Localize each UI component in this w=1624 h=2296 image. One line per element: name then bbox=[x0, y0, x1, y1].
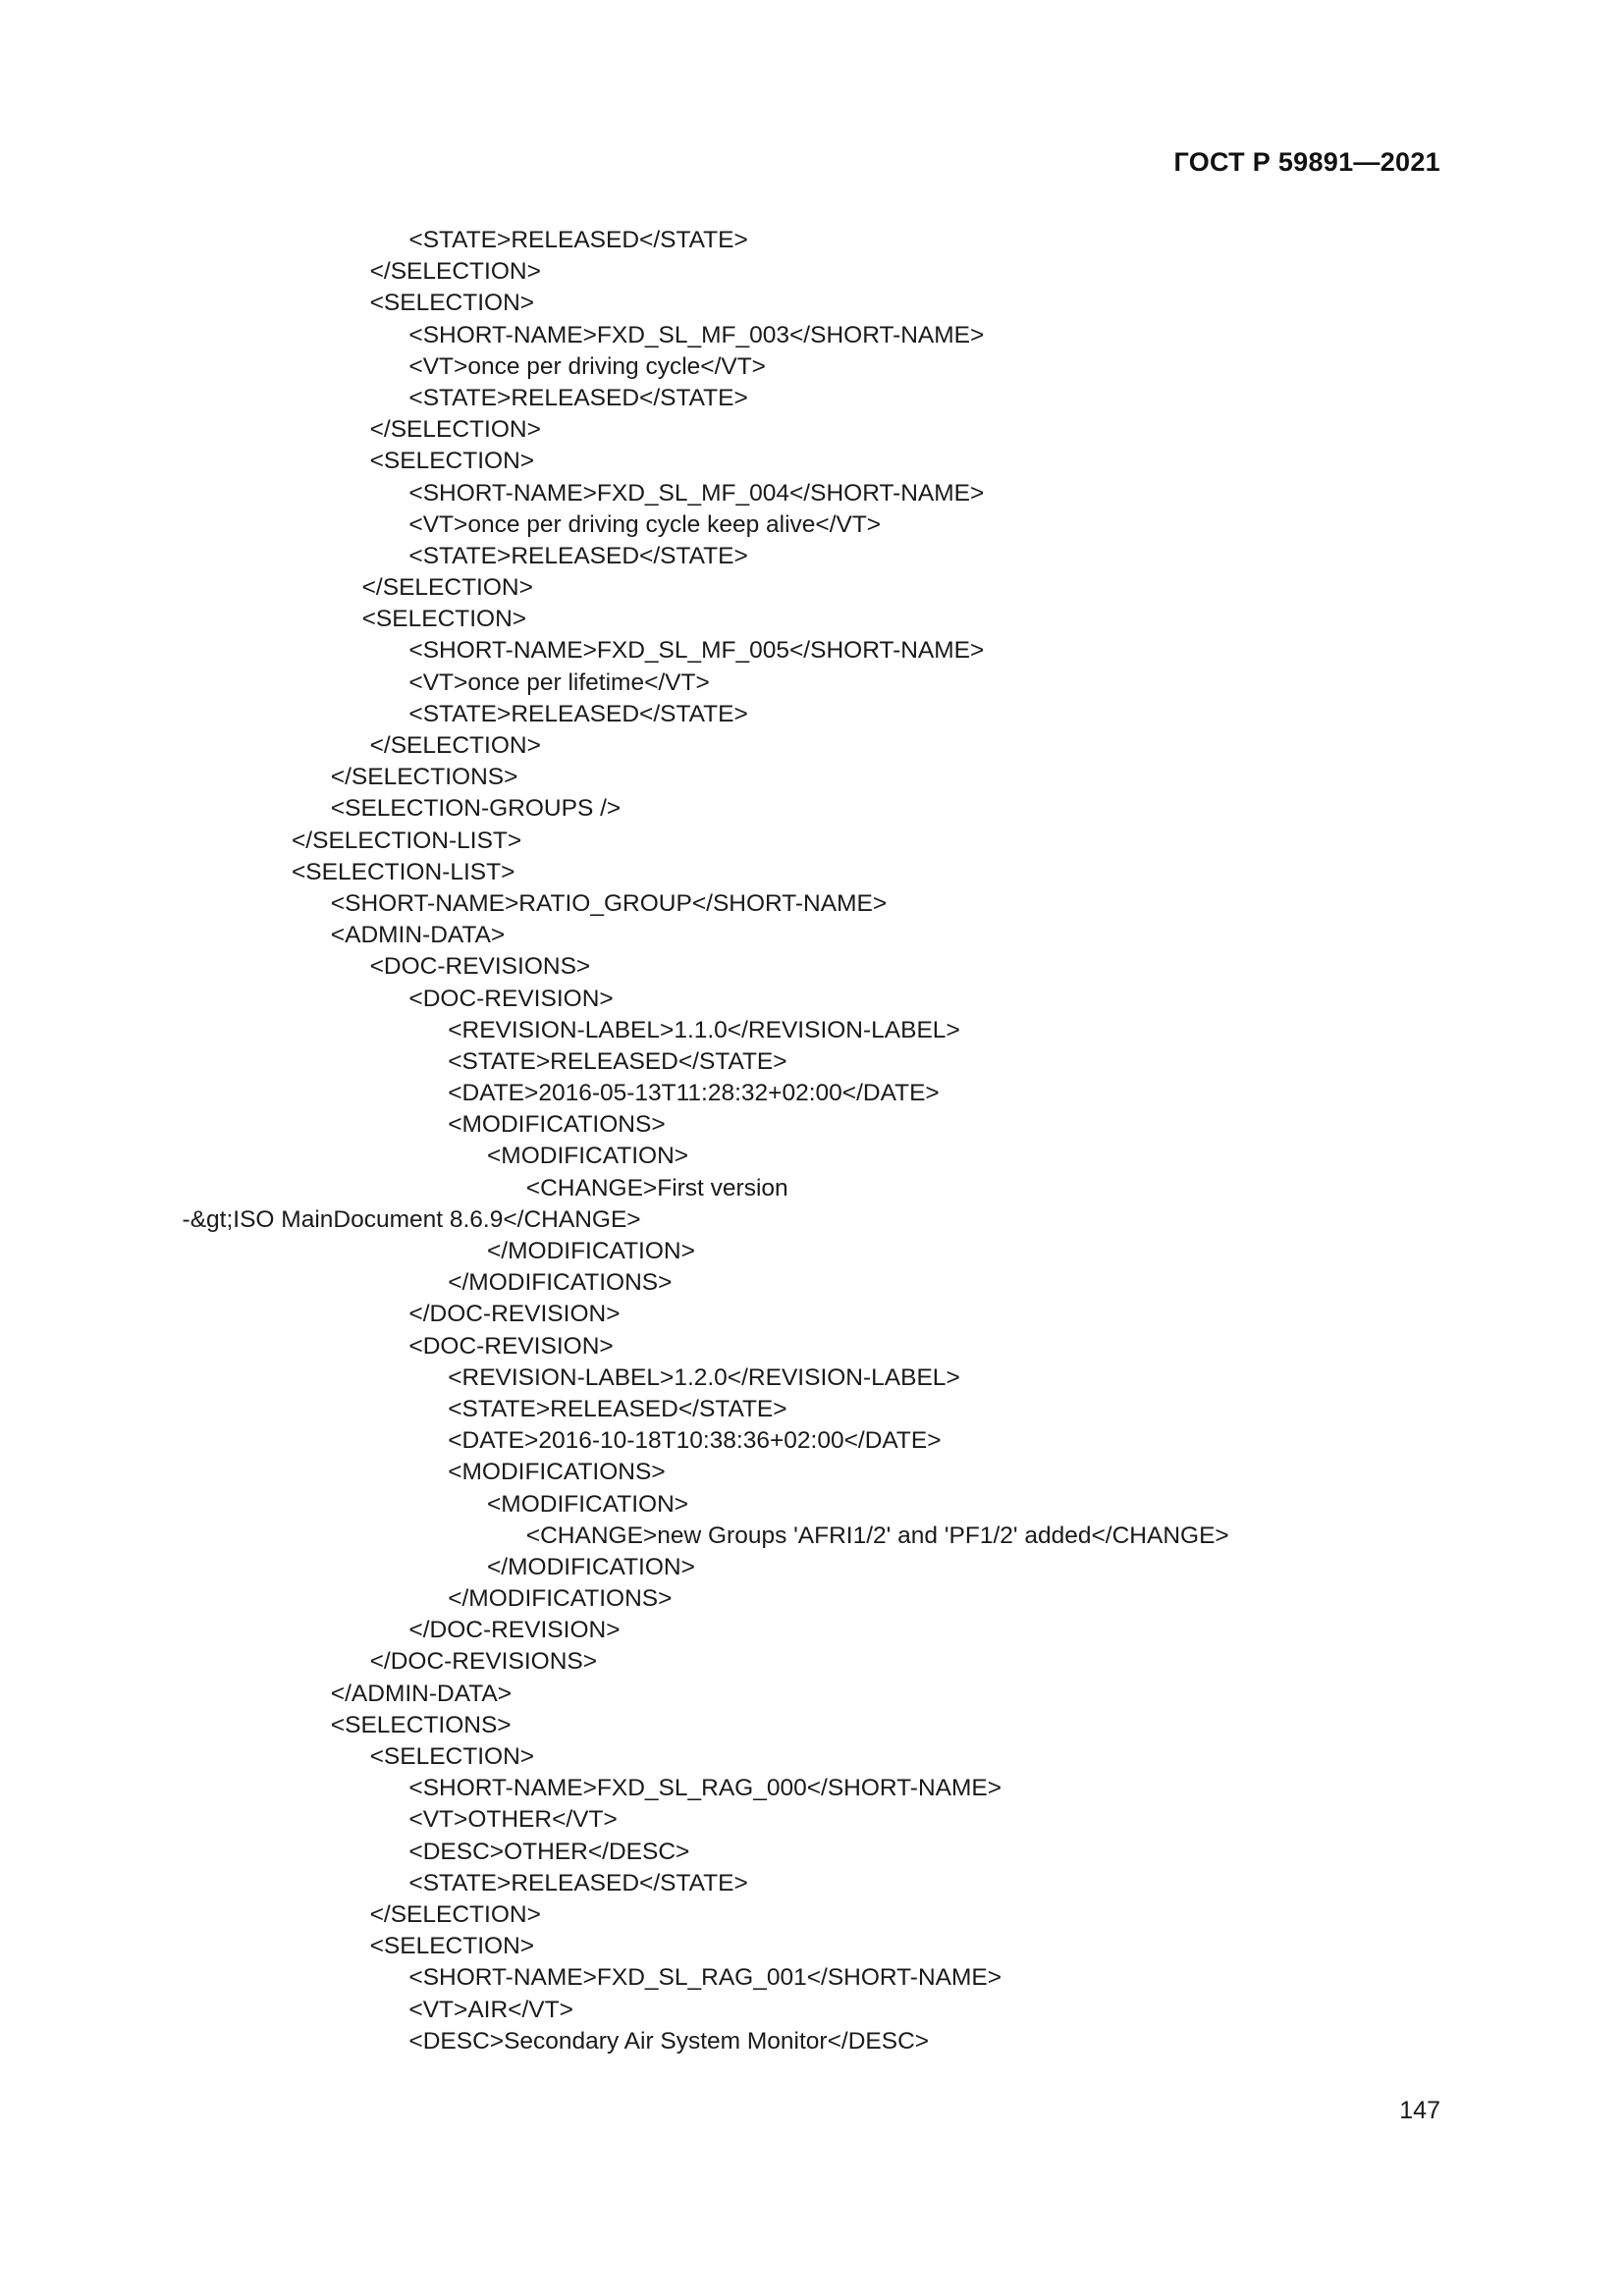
code-line: </SELECTION> bbox=[369, 416, 541, 444]
code-line: </SELECTION> bbox=[369, 1900, 541, 1928]
code-line: <CHANGE>First version bbox=[525, 1174, 788, 1201]
code-line: <VT>once per driving cycle</VT> bbox=[408, 352, 766, 380]
code-line: <MODIFICATION> bbox=[487, 1490, 689, 1518]
code-line: <DOC-REVISION> bbox=[408, 985, 614, 1012]
code-line: <SHORT-NAME>FXD_SL_MF_003</SHORT-NAME> bbox=[408, 321, 985, 348]
document-code-header: ГОСТ Р 59891—2021 bbox=[1173, 147, 1440, 177]
code-line: <VT>once per driving cycle keep alive</VT> bbox=[408, 510, 882, 538]
code-line: <VT>OTHER</VT> bbox=[408, 1806, 618, 1834]
code-line: </DOC-REVISION> bbox=[408, 1301, 621, 1328]
code-line: <MODIFICATION> bbox=[487, 1143, 689, 1170]
code-line: <MODIFICATIONS> bbox=[448, 1459, 666, 1486]
code-line: </MODIFICATIONS> bbox=[448, 1269, 673, 1297]
code-line: <DOC-REVISION> bbox=[408, 1332, 614, 1360]
code-line: </MODIFICATIONS> bbox=[448, 1585, 673, 1613]
code-line: <VT>once per lifetime</VT> bbox=[408, 668, 710, 696]
code-line: <STATE>RELEASED</STATE> bbox=[408, 700, 748, 727]
code-line: <SELECTION> bbox=[369, 1933, 535, 1960]
code-line: <SELECTION-GROUPS /> bbox=[330, 795, 622, 823]
code-line: </MODIFICATION> bbox=[487, 1553, 695, 1580]
code-line: -&gt;ISO MainDocument 8.6.9</CHANGE> bbox=[182, 1205, 641, 1233]
code-line: </SELECTION> bbox=[369, 258, 541, 286]
code-line: <DATE>2016-10-18T10:38:36+02:00</DATE> bbox=[448, 1427, 942, 1455]
code-line: <DESC>Secondary Air System Monitor</DESC> bbox=[408, 2027, 930, 2055]
code-line: <SELECTION> bbox=[369, 448, 535, 475]
code-line: <STATE>RELEASED</STATE> bbox=[408, 1869, 748, 1896]
code-line: </SELECTION-LIST> bbox=[292, 827, 522, 854]
code-line: <SHORT-NAME>FXD_SL_RAG_001</SHORT-NAME> bbox=[408, 1964, 1002, 1992]
code-line: <STATE>RELEASED</STATE> bbox=[408, 227, 748, 253]
code-line: </SELECTION> bbox=[369, 732, 541, 759]
page-number: 147 bbox=[1399, 2097, 1440, 2124]
code-line: </MODIFICATION> bbox=[487, 1238, 695, 1264]
code-line: <CHANGE>new Groups 'AFRI1/2' and 'PF1/2' added</CHANGE> bbox=[525, 1522, 1229, 1549]
code-line: <MODIFICATIONS> bbox=[448, 1111, 666, 1139]
code-line: <SELECTION> bbox=[361, 606, 527, 633]
code-line: <SHORT-NAME>FXD_SL_MF_004</SHORT-NAME> bbox=[408, 479, 985, 507]
code-line: <DESC>OTHER</DESC> bbox=[408, 1838, 690, 1865]
code-line: <DATE>2016-05-13T11:28:32+02:00</DATE> bbox=[448, 1080, 940, 1107]
code-line: </SELECTIONS> bbox=[330, 764, 518, 791]
code-line: <SHORT-NAME>RATIO_GROUP</SHORT-NAME> bbox=[330, 889, 888, 917]
code-line: <SHORT-NAME>FXD_SL_MF_005</SHORT-NAME> bbox=[408, 637, 985, 665]
code-line: </DOC-REVISION> bbox=[408, 1617, 621, 1644]
xml-code-listing bbox=[0, 225, 1624, 2057]
code-line: <SELECTION> bbox=[369, 1743, 535, 1770]
code-line: <REVISION-LABEL>1.2.0</REVISION-LABEL> bbox=[448, 1363, 960, 1391]
code-line: <STATE>RELEASED</STATE> bbox=[448, 1047, 787, 1075]
code-line: <DOC-REVISIONS> bbox=[369, 953, 591, 981]
code-line: <SELECTION-LIST> bbox=[292, 858, 515, 885]
code-line: <SELECTIONS> bbox=[330, 1711, 512, 1738]
code-line: <ADMIN-DATA> bbox=[330, 922, 506, 949]
code-line: <STATE>RELEASED</STATE> bbox=[408, 384, 748, 411]
code-line: <SELECTION> bbox=[369, 290, 535, 317]
code-line: </ADMIN-DATA> bbox=[330, 1680, 513, 1707]
code-line: <STATE>RELEASED</STATE> bbox=[408, 542, 748, 569]
code-line: </DOC-REVISIONS> bbox=[369, 1648, 598, 1676]
code-line: <STATE>RELEASED</STATE> bbox=[448, 1395, 787, 1422]
code-line: <VT>AIR</VT> bbox=[408, 1996, 573, 2023]
code-line: </SELECTION> bbox=[361, 574, 533, 602]
code-line: <REVISION-LABEL>1.1.0</REVISION-LABEL> bbox=[448, 1016, 960, 1043]
code-line: <SHORT-NAME>FXD_SL_RAG_000</SHORT-NAME> bbox=[408, 1775, 1002, 1802]
